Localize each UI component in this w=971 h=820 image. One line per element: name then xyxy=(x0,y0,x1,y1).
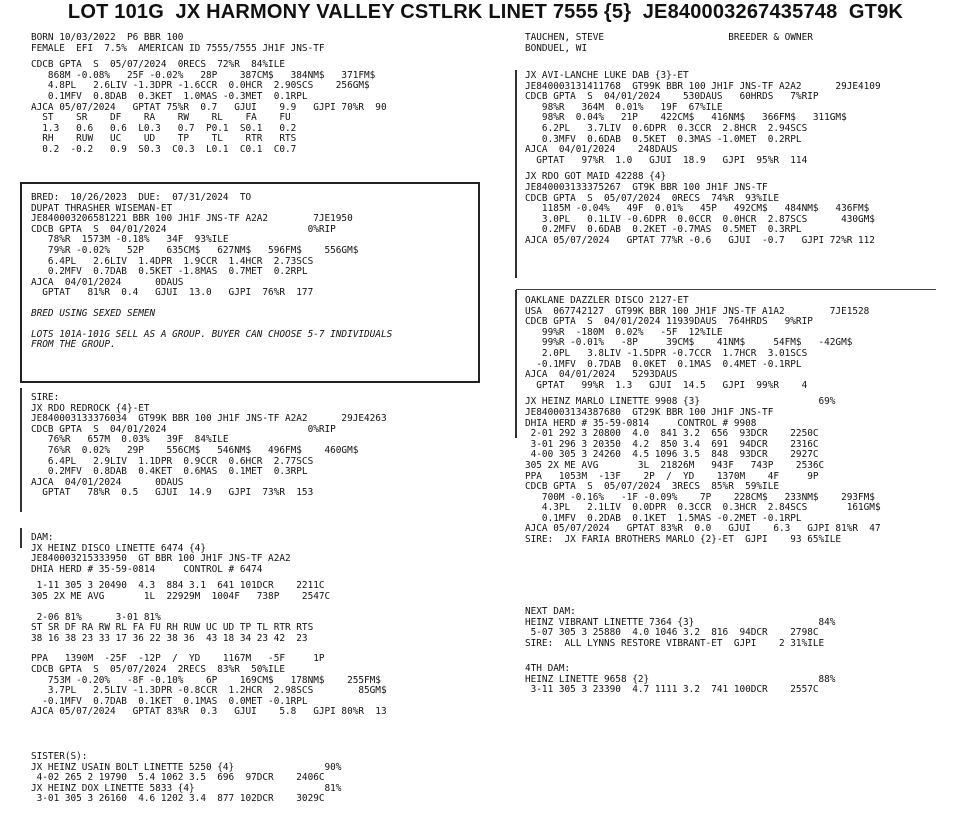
bred-line: AJCA 04/01/2024 0DAUS xyxy=(31,276,184,288)
sexed-semen-note: BRED USING SEXED SEMEN xyxy=(31,307,156,319)
group-sale-note: FROM THE GROUP. xyxy=(31,339,116,351)
sire-stack-line: 1185M -0.04% 49F 0.01% 45P 492CM$ 484NM$ 436FM$ xyxy=(525,203,870,215)
dam-line: 753M -0.20% -8F -0.10% 6P 169CM$ 178NM$ 255FM$ xyxy=(31,674,381,686)
sire-stack-line: 98%R 0.04% 21P 422CM$ 416NM$ 366FM$ 311GM$ xyxy=(525,112,847,124)
dam-stack-line: CDCB GPTA S 04/01/2024 11939DAUS 764HRDS 9%RIP xyxy=(525,316,813,328)
dam-stack-line: CDCB GPTA S 05/07/2024 3RECS 85%R 59%ILE xyxy=(525,481,779,493)
owner-info xyxy=(525,33,813,54)
sire-stack-line: 0.3MFV 0.6DAB 0.5KET 0.3MAS -1.0MET 0.2RPL xyxy=(525,133,802,145)
sire-line: JX RDO REDROCK {4}-ET xyxy=(31,402,150,414)
dam-stack-line: GPTAT 99%R 1.3 GJUI 14.5 GJPI 99%R 4 xyxy=(525,379,808,391)
info-line: BORN 10/03/2022 P6 BBR 100 xyxy=(31,32,184,43)
dam-stack-line: 700M -0.16% -1F -0.09% 7P 228CM$ 233NM$ 293FM$ xyxy=(525,491,875,503)
sire-line: 6.4PL 2.9LIV 1.1DPR 0.9CCR 0.6HCR 2.77SCS xyxy=(31,455,314,467)
info-line: FEMALE EFI 7.5% AMERICAN ID 7555/7555 JH1F JNS-TF xyxy=(31,42,325,54)
sire-stack-line: 98%R 364M 0.01% 19F 67%ILE xyxy=(525,101,723,113)
dam-line: -0.1MFV 0.7DAB 0.1KET 0.1MAS 0.0MET -0.1RPL xyxy=(31,695,308,707)
sire-stack-info xyxy=(525,71,881,247)
dam-bracket xyxy=(20,528,22,548)
sire-line: GPTAT 78%R 0.5 GJUI 14.9 GJPI 73%R 153 xyxy=(31,487,314,499)
dam-line: JX HEINZ DISCO LINETTE 6474 {4} xyxy=(31,542,206,554)
dam-line: 305 2X ME AVG 1L 22929M 1004F 738P 2547C xyxy=(31,590,331,602)
info-line: 0.2 -0.2 0.9 S0.3 C0.3 L0.1 C0.1 C0.7 xyxy=(31,143,297,155)
dam-stack-line: AJCA 05/07/2024 GPTAT 83%R 0.0 GJUI 6.3 GJPI 81%R 47 xyxy=(525,523,881,535)
bred-line: 6.4PL 2.6LIV 1.4DPR 1.9CCR 1.4HCR 2.73SCS xyxy=(31,255,314,267)
dam-stack-line: 305 2X ME AVG 3L 21826M 943F 743P 2536C xyxy=(525,459,825,471)
bred-line: 78%R 1573M -0.18% 34F 93%ILE xyxy=(31,234,229,246)
sister-line: SISTER(S): xyxy=(31,751,88,762)
next-dam-info xyxy=(525,607,835,649)
info-line: 4.8PL 2.6LIV -1.3DPR -1.6CCR 0.0HCR 2.90SCS 256GM$ xyxy=(31,80,370,92)
sire-line: AJCA 04/01/2024 0DAUS xyxy=(31,476,184,488)
dam-stack-line: 2-01 292 3 20800 4.0 841 3.2 656 93DCR 2250C xyxy=(525,428,819,440)
dam-info xyxy=(31,533,387,718)
sire-line: 76%R 0.02% 29P 556CM$ 546NM$ 496FM$ 460GM$ xyxy=(31,444,359,456)
dam-line: DHIA HERD # 35-59-0814 CONTROL # 6474 xyxy=(31,563,263,575)
lot-title: LOT 101G JX HARMONY VALLEY CSTLRK LINET 7555 {5} JE840003267435748 GT9K xyxy=(67,1,904,23)
sire-stack-line: CDCB GPTA S 04/01/2024 530DAUS 60HRDS 7%RIP xyxy=(525,91,819,103)
info-line: 868M -0.08% 25F -0.02% 28P 387CM$ 384NM$ 371FM$ xyxy=(31,69,376,81)
sire-stack-line: JX AVI-LANCHE LUKE DAB {3}-ET xyxy=(525,70,689,81)
dam-stack-line: SIRE: JX FARIA BROTHERS MARLO {2}-ET GJPI 93 65%ILE xyxy=(525,534,842,546)
dam-stack-bracket xyxy=(515,290,517,438)
bred-line: CDCB GPTA S 04/01/2024 0%RIP xyxy=(31,223,336,235)
bred-line: 79%R -0.02% 52P 635CM$ 627NM$ 596FM$ 556GM$ xyxy=(31,244,359,256)
sire-stack-line: JX RDO GOT MAID 42288 {4} xyxy=(525,171,667,183)
section-divider xyxy=(516,289,936,290)
info-line: AJCA 05/07/2024 GPTAT 75%R 0.7 GJUI 9.9 GJPI 70%R 90 xyxy=(31,101,387,113)
sire-line: SIRE: xyxy=(31,392,60,403)
dam-line: CDCB GPTA S 05/07/2024 2RECS 83%R 50%ILE xyxy=(31,663,285,675)
dam-line: 1-11 305 3 20490 4.3 884 3.1 641 101DCR 2211C xyxy=(31,580,325,592)
bred-line: DUPAT THRASHER WISEMAN-ET xyxy=(31,202,173,214)
breeding-info xyxy=(31,193,392,351)
sister-line: JX HEINZ DOX LINETTE 5833 {4} 81% xyxy=(31,782,342,794)
dam-stack-line: USA 067742127 GT99K BBR 100 JH1F JNS-TF A1A2 7JE1528 xyxy=(525,305,870,317)
sire-stack-line: JE840003133375267 GT9K BBR 100 JH1F JNS-TF xyxy=(525,181,768,193)
sire-stack-line: CDCB GPTA S 05/07/2024 0RECS 74%R 93%ILE xyxy=(525,192,779,204)
sire-line: JE840003133376034 GT99K BBR 100 JH1F JNS-TF A2A2 29JE4263 xyxy=(31,413,387,425)
fourth-dam-info xyxy=(525,664,835,696)
info-line: RH RUW UC UD TP TL RTR RTS xyxy=(31,133,297,145)
fourth-dam-line: 4TH DAM: xyxy=(525,663,571,674)
sire-line: 0.2MFV 0.8DAB 0.4KET 0.6MAS 0.1MET 0.3RPL xyxy=(31,466,308,478)
sisters-info xyxy=(31,752,341,805)
dam-line: 3.7PL 2.5LIV -1.3DPR -0.8CCR 1.2HCR 2.98SCS 85GM$ xyxy=(31,685,387,697)
sire-info xyxy=(31,393,387,499)
info-line: ST SR DF RA RW RL FA FU xyxy=(31,112,291,124)
dam-line: AJCA 05/07/2024 GPTAT 83%R 0.3 GJUI 5.8 GJPI 80%R 13 xyxy=(31,706,387,718)
sire-stack-bracket xyxy=(515,70,517,278)
dam-stack-line: DHIA HERD # 35-59-0814 CONTROL # 9908 xyxy=(525,417,757,429)
dam-line: 38 16 38 23 33 17 36 22 38 36 43 18 34 23 42 23 xyxy=(31,632,308,644)
sister-line: 4-02 265 2 19790 5.4 1062 3.5 696 97DCR 2406C xyxy=(31,772,325,784)
sire-stack-line: 0.2MFV 0.6DAB 0.2KET -0.7MAS 0.5MET 0.3RPL xyxy=(525,224,802,236)
dam-stack-line: 0.1MFV 0.2DAB 0.1KET 1.5MAS -0.2MET -0.1RPL xyxy=(525,512,802,524)
dam-stack-line: JX HEINZ MARLO LINETTE 9908 {3} 69% xyxy=(525,396,836,408)
info-line: CDCB GPTA S 05/07/2024 0RECS 72%R 84%ILE xyxy=(31,59,285,71)
sire-stack-line: 6.2PL 3.7LIV 0.6DPR 0.3CCR 2.8HCR 2.94SCS xyxy=(525,122,808,134)
dam-stack-line: 4-00 305 3 24260 4.5 1096 3.5 848 93DCR 2927C xyxy=(525,449,819,461)
group-sale-note: LOTS 101A-101G SELL AS A GROUP. BUYER CAN CHOOSE 5-7 INDIVIDUALS xyxy=(31,328,393,340)
sire-bracket xyxy=(20,388,22,512)
bred-line: GPTAT 81%R 0.4 GJUI 13.0 GJPI 76%R 177 xyxy=(31,287,314,299)
bred-line: JE840003206581221 BBR 100 JH1F JNS-TF A2A2 7JE1950 xyxy=(31,213,353,225)
dam-stack-line: 99%R -0.01% -8P 39CM$ 41NM$ 54FM$ -42GM$ xyxy=(525,337,853,349)
dam-line: PPA 1390M -25F -12P / YD 1167M -5F 1P xyxy=(31,653,325,665)
animal-info xyxy=(31,33,387,156)
sire-line: 76%R 657M 0.03% 39F 84%ILE xyxy=(31,434,229,446)
owner-line: TAUCHEN, STEVE BREEDER & OWNER xyxy=(525,32,813,43)
sire-stack-line: 3.0PL 0.1LIV -0.6DPR 0.0CCR 0.0HCR 2.87SCS 430GM$ xyxy=(525,213,875,225)
dam-stack-line: AJCA 04/01/2024 5293DAUS xyxy=(525,369,678,381)
dam-stack-line: 4.3PL 2.1LIV 0.0DPR 0.3CCR 0.3HCR 2.84SCS 161GM$ xyxy=(525,502,881,514)
next-dam-line: HEINZ VIBRANT LINETTE 7364 {3} 84% xyxy=(525,616,836,628)
sire-stack-line: AJCA 04/01/2024 248DAUS xyxy=(525,144,678,156)
next-dam-line: NEXT DAM: xyxy=(525,606,576,617)
dam-stack-line: PPA 1053M -13F 2P / YD 1370M 4F 9P xyxy=(525,470,819,482)
sister-line: JX HEINZ USAIN BOLT LINETTE 5250 {4} 90% xyxy=(31,761,342,773)
info-line: 0.1MFV 0.8DAB 0.3KET 1.0MAS -0.3MET 0.1RPL xyxy=(31,90,308,102)
sire-stack-line: JE840003131411768 GT99K BBR 100 JH1F JNS-TF A2A2 29JE4109 xyxy=(525,80,881,92)
info-line: 1.3 0.6 0.6 L0.3 0.7 P0.1 S0.1 0.2 xyxy=(31,122,297,134)
dam-stack-line: -0.1MFV 0.7DAB 0.0KET 0.1MAS 0.4MET -0.1RPL xyxy=(525,358,802,370)
dam-line: JE840003215333950 GT BBR 100 JH1F JNS-TF A2A2 xyxy=(31,553,291,565)
fourth-dam-line: 3-11 305 3 23390 4.7 1111 3.2 741 100DCR 2557C xyxy=(525,684,819,696)
dam-line: 2-06 81% 3-01 81% xyxy=(31,611,161,623)
dam-stack-info xyxy=(525,296,881,546)
bred-line: 0.2MFV 0.7DAB 0.5KET -1.8MAS 0.7MET 0.2RPL xyxy=(31,266,308,278)
sire-line: CDCB GPTA S 04/01/2024 0%RIP xyxy=(31,423,336,435)
sire-stack-line: GPTAT 97%R 1.0 GJUI 18.9 GJPI 95%R 114 xyxy=(525,154,808,166)
fourth-dam-line: HEINZ LINETTE 9658 {2} 88% xyxy=(525,673,836,685)
dam-line: DAM: xyxy=(31,532,54,543)
next-dam-line: SIRE: ALL LYNNS RESTORE VIBRANT-ET GJPI 2 31%ILE xyxy=(525,637,825,649)
dam-stack-line: JE840003134387680 GT29K BBR 100 JH1F JNS-TF xyxy=(525,406,774,418)
dam-stack-line: 3-01 296 3 20350 4.2 850 3.4 691 94DCR 2316C xyxy=(525,438,819,450)
dam-line: ST SR DF RA RW RL FA FU RH RUW UC UD TP TL RTR RTS xyxy=(31,622,314,634)
sister-line: 3-01 305 3 26160 4.6 1202 3.4 877 102DCR 3029C xyxy=(31,793,325,805)
next-dam-line: 5-07 305 3 25880 4.0 1046 3.2 816 94DCR 2798C xyxy=(525,627,819,639)
bred-line: BRED: 10/26/2023 DUE: 07/31/2024 TO xyxy=(31,192,252,203)
dam-stack-line: OAKLANE DAZZLER DISCO 2127-ET xyxy=(525,295,689,306)
owner-line: BONDUEL, WI xyxy=(525,42,588,54)
dam-stack-line: 99%R -180M 0.02% -5F 12%ILE xyxy=(525,326,723,338)
dam-stack-line: 2.0PL 3.8LIV -1.5DPR -0.7CCR 1.7HCR 3.01SCS xyxy=(525,347,808,359)
sire-stack-line: AJCA 05/07/2024 GPTAT 77%R -0.6 GJUI -0.7 GJPI 72%R 112 xyxy=(525,234,875,246)
